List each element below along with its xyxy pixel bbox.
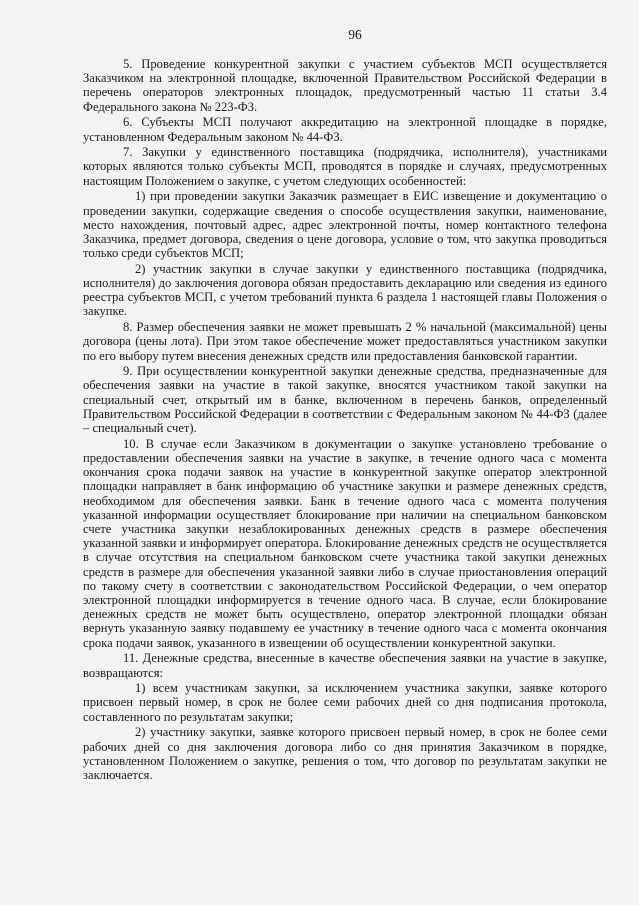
paragraph-5: 5. Проведение конкурентной закупки с участием субъектов МСП осуществляется Заказчиком на электронной площадке, включенной Правительством Российской Федерации в перечень операторов электронных площадок, предусмотренный частью 11 статьи 3.4 Федерального закона № 223-ФЗ. (83, 57, 607, 114)
paragraph-7-item-1: 1) при проведении закупки Заказчик размещает в ЕИС извещение и документацию о проведении закупки, содержащие сведения о способе осуществления закупки, наименование, место нахождения, почтовый адрес, адрес электронной почты, номер контактного телефона Заказчика, предмет договора, сведения о цене договора, условие о том, что закупка проводиться только среди субъектов МСП; (83, 189, 607, 261)
paragraph-6: 6. Субъекты МСП получают аккредитацию на электронной площадке в порядке, установленном Федеральным законом № 44-ФЗ. (83, 115, 607, 144)
paragraph-11: 11. Денежные средства, внесенные в качестве обеспечения заявки на участие в закупке, возвращаются: (83, 651, 607, 680)
page-number: 96 (348, 27, 362, 42)
paragraph-10: 10. В случае если Заказчиком в документации о закупке установлено требование о предоставлении обеспечения заявки на участие в закупке, в течение одного часа с момента окончания срока подачи заявок на участие в конкурентной закупке оператор электронной площадки направляет в банк информацию об участнике закупки и размере денежных средств, необходимом для обеспечения заявки. Банк в течение одного часа с момента получения указанной информации осуществляет блокирование при наличии на специальном банковском счете участника закупки незаблокированных денежных средств в размере обеспечения указанной заявки и информирует оператора. Блокирование денежных средств не осуществляется в случае отсутствия на специальном банковском счете участника такой закупки денежных средств в размере для обеспечения указанной заявки либо в случае приостановления операций по такому счету в соответствии с законодательством Российской Федерации, о чем оператор электронной площадки информируется в течение одного часа. В случае, если блокирование денежных средств не может быть осуществлено, оператор электронной площадки обязан вернуть указанную заявку подавшему ее участнику в течение одного часа с момента окончания срока подачи заявок, указанного в извещении об осуществлении конкурентной закупки. (83, 436, 607, 650)
paragraph-11-item-1: 1) всем участникам закупки, за исключением участника закупки, заявке которого присвоен первый номер, в срок не более семи рабочих дней со дня подписания протокола, составленного по результатам закупки; (83, 681, 607, 724)
paragraph-9: 9. При осуществлении конкурентной закупки денежные средства, предназначенные для обеспечения заявки на участие в такой закупке, вносятся участником такой закупки на специальный счет, открытый им в банке, включенном в перечень банков, определенный Правительством Российской Федерации в соответствии с Федеральным законом № 44-ФЗ (далее – специальный счет). (83, 364, 607, 436)
paragraph-11-item-2: 2) участнику закупки, заявке которого присвоен первый номер, в срок не более семи рабочих дней со дня заключения договора либо со дня принятия Заказчиком в порядке, установленном Положением о закупке, решения о том, что договор по результатам закупки не заключается. (83, 725, 607, 782)
paragraph-7-item-2: 2) участник закупки в случае закупки у единственного поставщика (подрядчика, исполнителя) до заключения договора обязан предоставить декларацию или сведения из единого реестра субъектов МСП, с учетом требований пункта 6 раздела 1 настоящей главы Положения о закупке. (83, 261, 607, 319)
paragraph-7: 7. Закупки у единственного поставщика (подрядчика, исполнителя), участниками которых являются только субъекты МСП, проводятся в порядке и случаях, предусмотренных настоящим Положением о закупке, с учетом следующих особенностей: (83, 145, 607, 188)
paragraph-8: 8. Размер обеспечения заявки не может превышать 2 % начальной (максимальной) цены договора (цены лота). При этом такое обеспечение может предоставляться участником закупки по его выбору путем внесения денежных средств или предоставления банковской гарантии. (83, 320, 607, 363)
